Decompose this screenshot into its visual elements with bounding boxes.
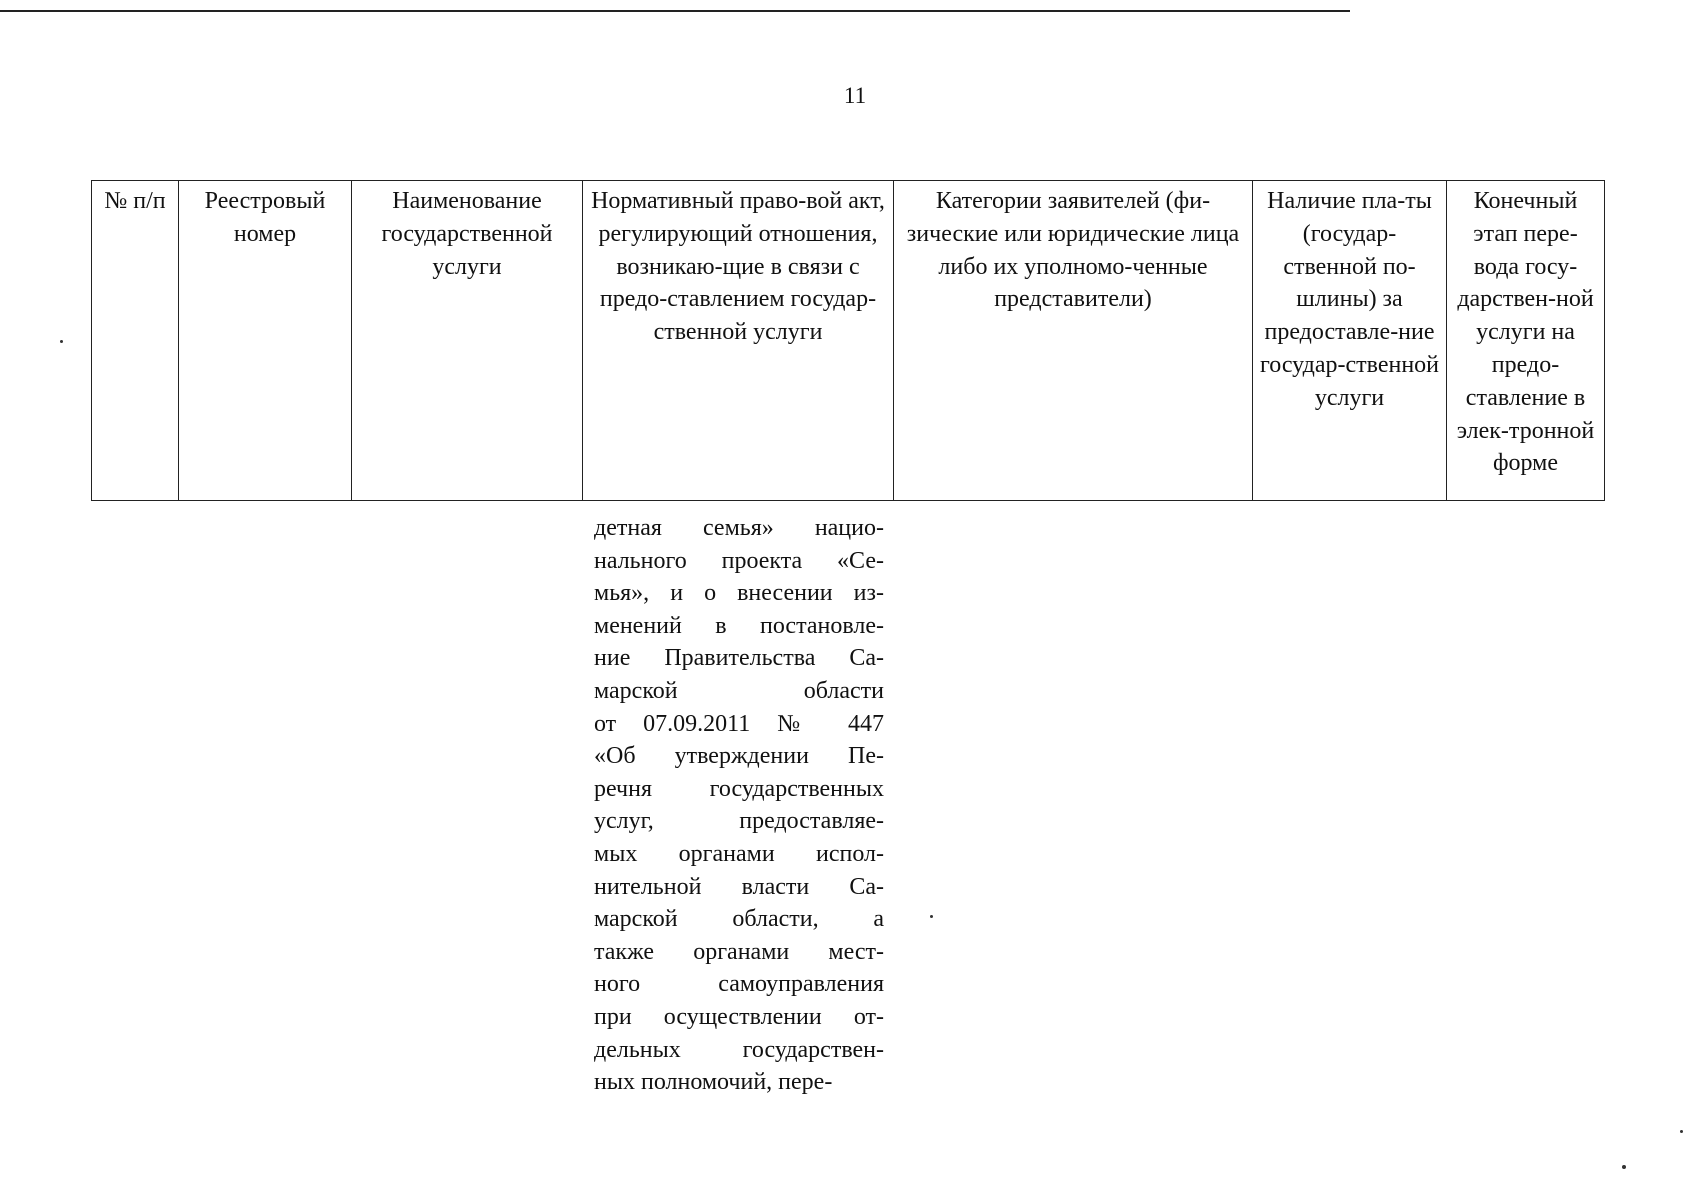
continuation-line: «Об утверждении Пе- [594,743,884,770]
continuation-line: при осуществлении от- [594,1003,884,1030]
scan-speck [1622,1165,1626,1169]
continuation-line: ние Правительства Са- [594,645,884,672]
header-number: № п/п [92,181,179,501]
scan-speck [60,340,63,343]
continuation-line: марской области, а [594,906,884,933]
continuation-line: нительной власти Са- [594,873,884,900]
continuation-line: от 07.09.2011 № 447 [594,710,884,737]
continuation-line: мых органами испол- [594,840,884,867]
scan-speck [1680,1130,1683,1133]
header-registry-number: Реестровый номер [179,181,352,501]
continuation-line: ного самоуправления [594,971,884,998]
header-legal-act: Нормативный право-вой акт, регулирующий отношения, возникаю-щие в связи с предо-ставлением государ-ственной услуги [583,181,894,501]
header-applicant-categories: Категории заявителей (фи-зические или юридические лица либо их уполномо-ченные представители) [894,181,1253,501]
header-fee: Наличие пла-ты (государ-ственной по-шлины) за предоставле-ние государ-ственной услуги [1253,181,1447,501]
continuation-line: речня государственных [594,775,884,802]
continuation-line: ных полномочий, пере- [594,1069,833,1096]
continuation-line: также органами мест- [594,938,884,965]
continuation-line: мья», и о внесении из- [594,580,884,607]
continuation-line: нального проекта «Се- [594,547,884,574]
scan-speck [930,915,933,918]
page-number: 11 [843,83,867,108]
legal-act-continuation [594,512,884,1099]
table-header-row [92,181,1605,501]
continuation-line: услуг, предоставляе- [594,808,884,835]
continuation-line: детная семья» нацио- [594,515,884,541]
top-rule [0,10,1350,12]
continuation-line: марской области [594,677,884,704]
header-service-name: Наименование государственной услуги [352,181,583,501]
continuation-line: менений в постановле- [594,612,884,639]
header-final-stage: Конечный этап пере-вода госу-дарствен-ной услуги на предо-ставление в элек-тронной форме [1447,181,1605,501]
continuation-line: дельных государствен- [594,1036,884,1063]
services-table [91,180,1605,501]
